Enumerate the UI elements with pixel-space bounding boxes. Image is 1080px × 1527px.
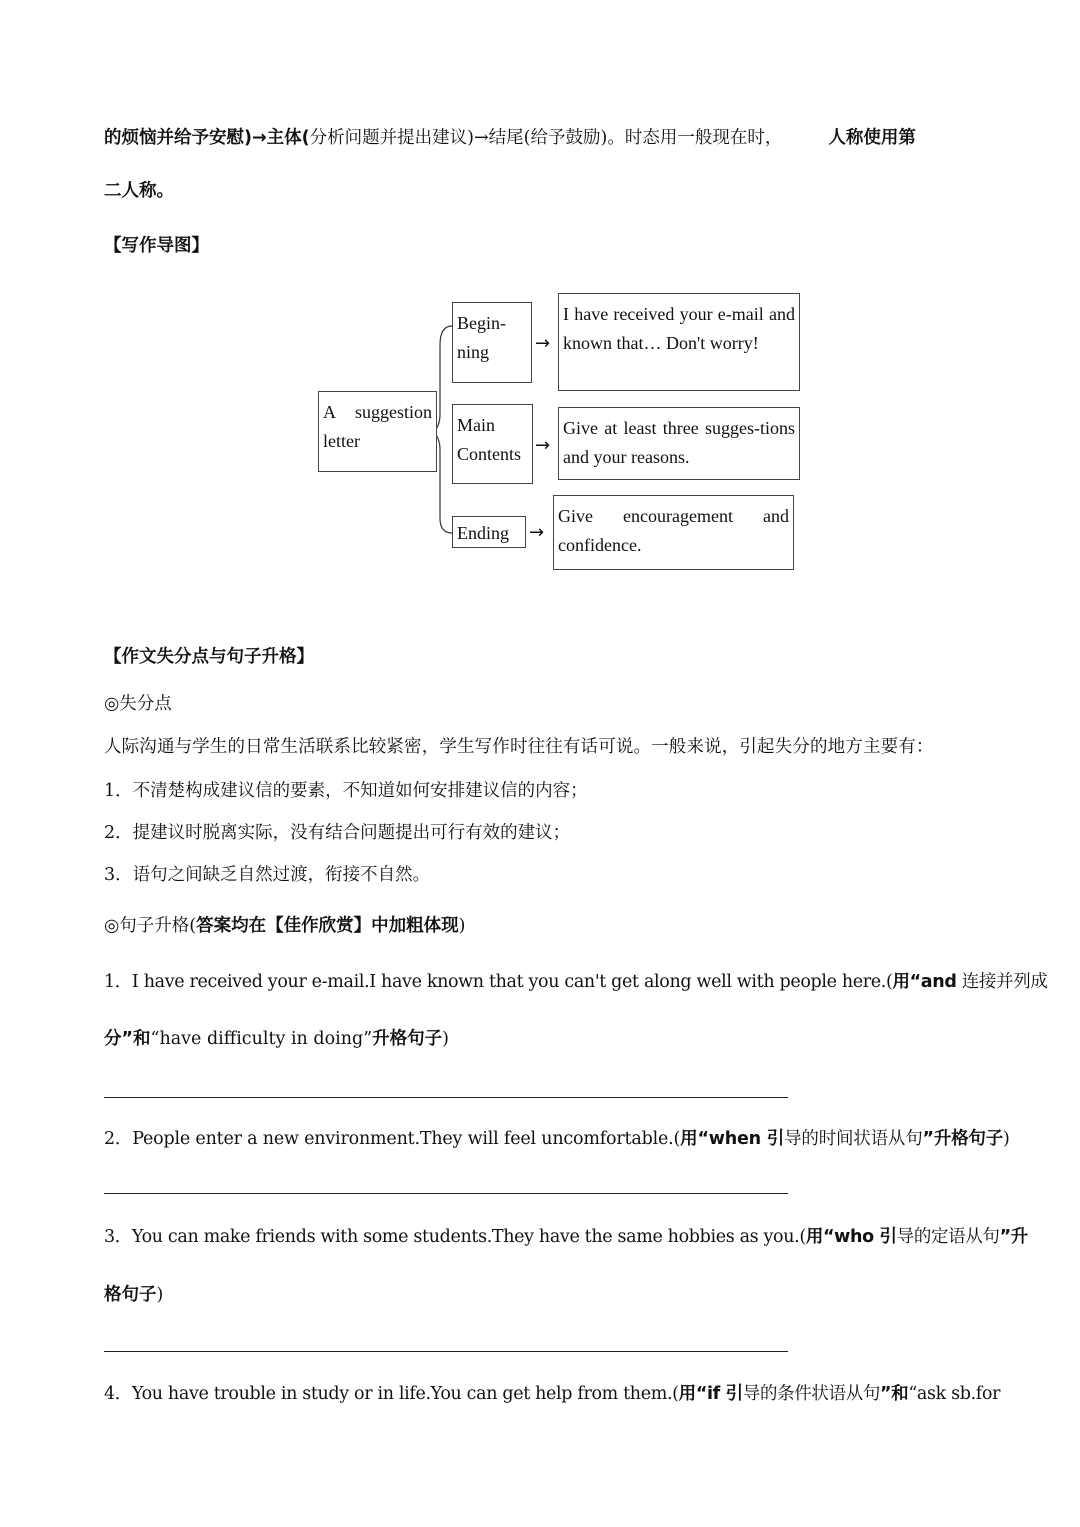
upgrade-title xyxy=(104,914,465,938)
q1-a: 1．I have received your e-mail.I have known that you can't get along well with people here.( xyxy=(104,972,893,992)
q2-b: 用“when xyxy=(680,1129,761,1149)
q1-e: “have difficulty in doing” xyxy=(150,1029,373,1049)
lost-point-item: 2．提建议时脱离实际，没有结合问题提出可行有效的建议； xyxy=(104,823,571,843)
question-1-line-2 xyxy=(104,1027,449,1051)
q4-f: “ask sb.for xyxy=(908,1384,1001,1404)
upgrade-title-b: 答案均在【佳作欣赏】中加粗体现 xyxy=(196,916,459,936)
q3-c: 引 xyxy=(873,1227,897,1247)
question-3-line-1 xyxy=(104,1225,1028,1249)
q4-e: ”和 xyxy=(880,1384,909,1404)
lost-point-item: 3．语句之间缺乏自然过渡，衔接不自然。 xyxy=(104,865,431,885)
question-3-line-2 xyxy=(104,1283,163,1307)
q4-a: 4．You have trouble in study or in life.You can get help from them.( xyxy=(104,1384,679,1404)
upgrade-title-c: ) xyxy=(458,916,466,936)
arrow-icon: → xyxy=(535,435,551,456)
branch-beginning-detail: I have received your e-mail and known that… Don't worry! xyxy=(558,293,800,391)
upgrade-title-a: ◎句子升格( xyxy=(104,916,197,936)
intro-seg-3: 分析问题并提出建议)→结尾(给予鼓励)。时态用一般现在时， xyxy=(309,128,783,148)
question-2 xyxy=(104,1127,1010,1151)
lost-points-title: ◎失分点 xyxy=(104,694,172,714)
mindmap-root: A suggestion letter xyxy=(318,391,437,472)
section-heading: 【作文失分点与句子升格】 xyxy=(104,647,314,667)
intro-seg-2: 主体( xyxy=(266,128,310,148)
arrow-icon: → xyxy=(535,333,551,354)
arrow-icon: → xyxy=(529,522,545,543)
intro-line-2: 二人称。 xyxy=(104,181,174,201)
q1-d: 分”和 xyxy=(104,1029,151,1049)
intro-seg-1: 的烦恼并给予安慰)→ xyxy=(104,128,267,148)
mindmap-heading: 【写作导图】 xyxy=(104,236,209,256)
q4-b: 用“if xyxy=(678,1384,720,1404)
q3-b: 用“who xyxy=(805,1227,874,1247)
q1-f: 升格句子 xyxy=(372,1029,443,1049)
question-1-line-1 xyxy=(104,970,1048,994)
answer-blank-1[interactable] xyxy=(104,1097,788,1098)
answer-blank-2[interactable] xyxy=(104,1193,788,1194)
q2-e: ”升格句子 xyxy=(922,1129,1004,1149)
q1-b: 用“and xyxy=(892,972,957,992)
intro-seg-4: 人称使用第 xyxy=(828,128,916,148)
question-4 xyxy=(104,1382,1000,1406)
branch-ending-label: Ending xyxy=(452,516,526,548)
branch-main-label: Main Contents xyxy=(452,404,533,484)
q1-c: 连接并列成 xyxy=(956,972,1048,992)
q1-g: ) xyxy=(442,1029,449,1049)
q4-c: 引 xyxy=(719,1384,743,1404)
q2-f: ) xyxy=(1003,1129,1010,1149)
branch-ending-detail: Give encouragement and confidence. xyxy=(553,495,794,570)
q3-e: ”升 xyxy=(999,1227,1028,1247)
q2-d: 导的时间状语从句 xyxy=(784,1129,923,1149)
q2-a: 2．People enter a new environment.They will feel uncomfortable.( xyxy=(104,1129,681,1149)
lost-points-intro: 人际沟通与学生的日常生活联系比较紧密，学生写作时往往有话可说。一般来说，引起失分的地方主要有： xyxy=(104,737,934,757)
answer-blank-3[interactable] xyxy=(104,1351,788,1352)
q3-a: 3．You can make friends with some students.They have the same hobbies as you.( xyxy=(104,1227,806,1247)
branch-main-detail: Give at least three sugges-tions and your reasons. xyxy=(558,407,800,480)
q2-c: 引 xyxy=(760,1129,785,1149)
lost-point-item: 1．不清楚构成建议信的要素，不知道如何安排建议信的内容； xyxy=(104,781,588,801)
q3-d: 导的定语从句 xyxy=(896,1227,1000,1247)
q4-d: 导的条件状语从句 xyxy=(742,1384,880,1404)
q3-g: ) xyxy=(156,1285,164,1305)
q3-f: 格句子 xyxy=(104,1285,157,1305)
branch-beginning-label: Begin-ning xyxy=(452,302,532,383)
